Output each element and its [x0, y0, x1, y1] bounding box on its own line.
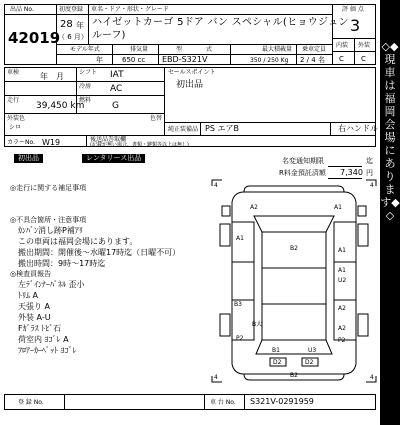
car-name-line2: ルーフ) [92, 30, 126, 41]
mileage-value: 39,450 km [36, 101, 85, 111]
damage-mark-u3-rear: U3 [308, 347, 317, 354]
score-value: 3 [350, 16, 361, 35]
defect-line: この車両は福岡会場にあります。 [18, 237, 138, 246]
reg-month: （ 6 月） [58, 33, 88, 41]
damage-mark-b2-roof: B2 [290, 245, 298, 252]
model-year-suffix: 年 [96, 56, 103, 64]
damage-mark-b2-rear-bumper: B2 [290, 372, 298, 379]
inspector-line: 荷室内 ﾖｺﾞﾚ A [18, 335, 69, 344]
inspector-line: ﾌﾛｱｰｶｰﾍﾟｯﾄ ﾖｺﾞﾚ [18, 346, 77, 355]
sales-point-label: セールスポイント [168, 69, 216, 76]
recycle-fee-label: R料金預託済額 [279, 169, 326, 177]
inspector-line: 天張り A [18, 302, 51, 311]
inspection-label: 車検 [7, 69, 20, 76]
svg-text:4: 4 [214, 182, 218, 189]
damage-mark-a1-right-mid: A1 [338, 247, 346, 254]
options-value: PS エアB [205, 124, 239, 133]
recycle-note: (記載が無い場合、書類・鍵類等以上は無し) [90, 142, 189, 148]
certificate-unit: 迄 [366, 157, 373, 165]
color-no-value: W19 [42, 138, 61, 147]
recycle-label: 後送品巻取欄 [90, 136, 127, 143]
exterior-grade: C [361, 55, 366, 63]
damage-mark-b-large-left: B大 [252, 321, 263, 328]
ext-color-label: 外装色 [7, 115, 26, 122]
shift-label: シフト [79, 69, 98, 76]
ac-label: 冷房 [79, 83, 92, 90]
damage-mark-u2-right: U2 [338, 277, 347, 284]
type-label: 型 式 [176, 46, 213, 53]
certificate-label: 名変通知期限 [282, 157, 324, 165]
year-era: 28 [60, 19, 73, 30]
damage-mark-a1-right-front: A1 [338, 267, 346, 274]
handle-value: 右ハンドル [338, 124, 378, 133]
interior-label: 内装 [336, 42, 349, 49]
displacement-value: 650 cc [122, 56, 146, 64]
interior-grade: C [339, 55, 344, 63]
capacity-value: 2 / 4 名 [300, 56, 325, 64]
venue-notice-text: ◇◆現車は福岡会場にあります◆◇ [380, 40, 400, 222]
chassis-value: S321V-0291959 [250, 397, 314, 406]
mileage-label: 走行 [7, 97, 20, 104]
type-value: EBD-S321V [162, 55, 208, 64]
ext-color-value: シロ [9, 124, 22, 131]
damage-mark-d2-right-lamp: D2 [305, 359, 314, 366]
damage-mark-p2-left: P2 [236, 335, 244, 342]
inspector-line: 外装 A-U [18, 313, 51, 322]
first-reg-label: 初度登録 [59, 6, 84, 13]
yen-unit: 円 [366, 169, 373, 177]
svg-text:4: 4 [370, 374, 374, 381]
car-name-line1: ハイゼットカーゴ 5ドア バン スペシャル(ヒョウジュン [92, 17, 349, 28]
inspector-title: ◎検査員報告 [10, 270, 52, 278]
color-no-label: カラーNo. [7, 139, 35, 146]
inspection-value: 年 月 [40, 72, 64, 81]
capacity-label: 乗車定員 [302, 46, 327, 53]
defect-line: 搬出期間：開催後～水曜17時迄（日曜不可） [18, 248, 181, 257]
defect-line: 搬出時間：9時～17時迄 [18, 259, 106, 268]
fuel-label: 燃料 [79, 97, 92, 104]
defect-line: ｶﾝﾊﾞﾝ消し跡P補ｱﾘ [18, 226, 83, 235]
ac-value: AC [110, 84, 123, 94]
reg-no-label: 登 録 No. [18, 399, 44, 406]
rental-lease-tag: レンタリース出品 [82, 154, 145, 163]
color-change-label: 色替 [150, 115, 163, 122]
shift-value: IAT [110, 70, 124, 80]
car-name-label: 車名・ドア・形状・グレード [91, 6, 169, 13]
damage-mark-a1-left-front: A1 [236, 235, 244, 242]
damage-mark-b1-rear: B1 [272, 347, 280, 354]
model-year-label: モデル年式 [70, 46, 100, 53]
damage-mark-d2-left-lamp: D2 [273, 359, 282, 366]
inspector-line: ﾄﾘﾑ A [18, 291, 39, 300]
damage-mark-a2-right-rear: A2 [338, 325, 346, 332]
damage-mark-a2-front-left: A2 [250, 204, 258, 211]
chassis-label: 車 台 No. [210, 399, 236, 406]
exterior-label: 外装 [358, 42, 371, 49]
sales-point-value: 初出品 [176, 80, 204, 90]
damage-mark-b3-left: B3 [234, 301, 242, 308]
supplementary-title: ◎走行に関する補足事項 [10, 184, 87, 192]
max-load-label: 最大積載量 [262, 46, 293, 53]
defects-title: ◎不具合箇所・注意事項 [10, 216, 87, 224]
inspector-line: Fｶﾞﾗｽ ﾄﾋﾞ石 [18, 324, 62, 333]
fuel-value: G [112, 101, 119, 111]
options-label: 純正装備品 [168, 126, 199, 133]
max-load-value: 350 / 250 Kg [250, 57, 289, 64]
displacement-label: 排気量 [130, 46, 149, 53]
recycle-fee-value: 7,340 [340, 168, 363, 177]
score-label: 評 価 点 [342, 6, 364, 13]
svg-text:4: 4 [370, 182, 374, 189]
damage-mark-a1-front-right: A1 [334, 204, 342, 211]
first-listing-tag: 初出品 [14, 154, 43, 163]
year-suffix: 年 [76, 21, 84, 30]
damage-mark-a2-right: A2 [338, 305, 346, 312]
vehicle-damage-diagram [210, 178, 378, 384]
venue-notice-sidebar [380, 0, 400, 425]
lot-label: 出品 No. [10, 6, 34, 13]
svg-text:4: 4 [214, 374, 218, 381]
lot-number: 42019 [8, 29, 61, 47]
footer-frame [4, 394, 376, 410]
inspector-line: 左ﾃﾞｲﾝﾅｰﾊﾟﾈﾙ 歪小 [18, 280, 85, 289]
damage-mark-p2-right: P2 [338, 337, 346, 344]
